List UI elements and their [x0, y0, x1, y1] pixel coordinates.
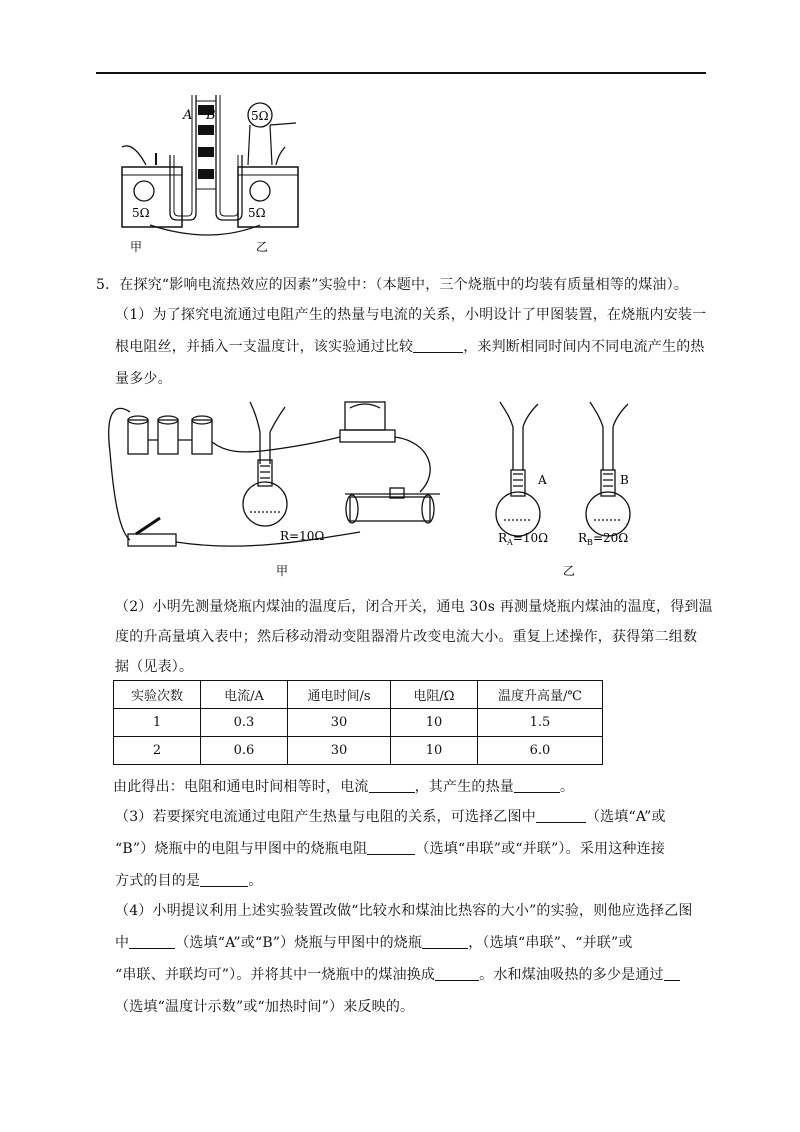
blank-heat: [514, 778, 560, 793]
blank-3a: [536, 808, 586, 823]
q5-title: 5．在探究“影响电流热效应的因素”实验中：（本题中，三个烧瓶中的均装有质量相等的煤油）。: [96, 277, 689, 293]
label-a: A: [183, 108, 193, 123]
p4-line4: （选填“温度计示数”或“加热时间”）来反映的。: [115, 999, 415, 1015]
table-cell: 10: [391, 709, 478, 737]
table-cell: 30: [288, 737, 391, 765]
p4-line2: 中 （选填“A”或“B”）烧瓶与甲图中的烧瓶 ，（选填“串联”、“并联”或: [115, 935, 633, 951]
flask-a-label: A: [538, 473, 547, 487]
table-header: 通电时间/s: [288, 681, 391, 709]
caption-yi: 乙: [563, 564, 576, 578]
table-cell: 10: [391, 737, 478, 765]
q5-p1-line3: 量多少。: [115, 371, 172, 387]
blank-4c: [435, 966, 479, 981]
caption-yi: 乙: [256, 240, 269, 254]
blank-1: [413, 338, 463, 353]
p4-line1: （4）小明提议利用上述实验装置改做“比较水和煤油比热容的大小”的实验，则他应选择乙图: [115, 903, 693, 919]
p3-line2: “B”）烧瓶中的电阻与甲图中的烧瓶电阻 （选填“串联”或“并联”）。采用这种连接: [115, 841, 666, 857]
table-cell: 6.0: [478, 737, 603, 765]
blank-current: [369, 778, 415, 793]
table-row: [114, 709, 603, 737]
q5-p1-line2: 根电阻丝，并插入一支温度计，该实验通过比较 ，来判断相同时间内不同电流产生的热: [115, 339, 705, 355]
p3-line3: 方式的目的是 。: [115, 873, 263, 889]
table-header-row: [114, 681, 603, 709]
q5-p1-line1: （1）为了探究电流通过电阻产生的热量与电流的关系，小明设计了甲图装置，在烧瓶内安装一: [115, 307, 707, 323]
p2-line2: 度的升高量填入表中；然后移动滑动变阻器滑片改变电流大小。重复上述操作，获得第二组数: [115, 629, 698, 645]
p2-line3: 据（见表）。: [115, 659, 194, 675]
u-tube-figure: [110, 95, 310, 260]
p3-line1: （3）若要探究电流通过电阻产生热量与电阻的关系，可选择乙图中 （选填“A”或: [115, 809, 666, 825]
caption-jia: 甲: [130, 240, 143, 254]
p4-line3: “串联、并联均可”）。并将其中一烧瓶中的煤油换成 。水和煤油吸热的多少是通过: [0, 964, 800, 984]
data-table: [113, 680, 603, 765]
table-cell: 0.6: [201, 737, 288, 765]
left-resistor-label: 5Ω: [132, 206, 150, 220]
table-cell: 0.3: [201, 709, 288, 737]
circuit-figure: [100, 392, 660, 582]
blank-4a: [129, 934, 175, 949]
blank-3b: [367, 840, 415, 855]
u-tube-diagram: [110, 95, 310, 260]
table-row: [114, 737, 603, 765]
blank-4d: [664, 966, 680, 981]
rb-label: $R_B=20\Omega$: [578, 531, 629, 547]
p2-line1: （2）小明先测量烧瓶内煤油的温度后，闭合开关，通电 30s 再测量烧瓶内煤油的温度，得到温: [115, 599, 713, 615]
caption-jia: 甲: [276, 564, 289, 578]
table-cell: 1: [114, 709, 201, 737]
table-header: 温度升高量/℃: [478, 681, 603, 709]
r-label: R=10Ω: [280, 529, 325, 543]
table-header: 电阻/Ω: [391, 681, 478, 709]
top-resistor-label: 5Ω: [251, 109, 269, 123]
table-cell: 1.5: [478, 709, 603, 737]
header-rule: [96, 72, 706, 74]
flask-b-label: B: [620, 473, 629, 487]
label-b: B: [206, 108, 216, 123]
blank-3c: [200, 872, 248, 887]
table-header: 电流/A: [201, 681, 288, 709]
blank-4b: [422, 934, 468, 949]
conclusion-line: 由此得出：电阻和通电时间相等时，电流 ，其产生的热量 。: [113, 779, 575, 795]
circuit-diagram: [100, 392, 660, 582]
table-cell: 30: [288, 709, 391, 737]
table-cell: 2: [114, 737, 201, 765]
right-resistor-label: 5Ω: [248, 206, 266, 220]
ra-label: $R_A=10\Omega$: [498, 531, 549, 547]
table-header: 实验次数: [114, 681, 201, 709]
